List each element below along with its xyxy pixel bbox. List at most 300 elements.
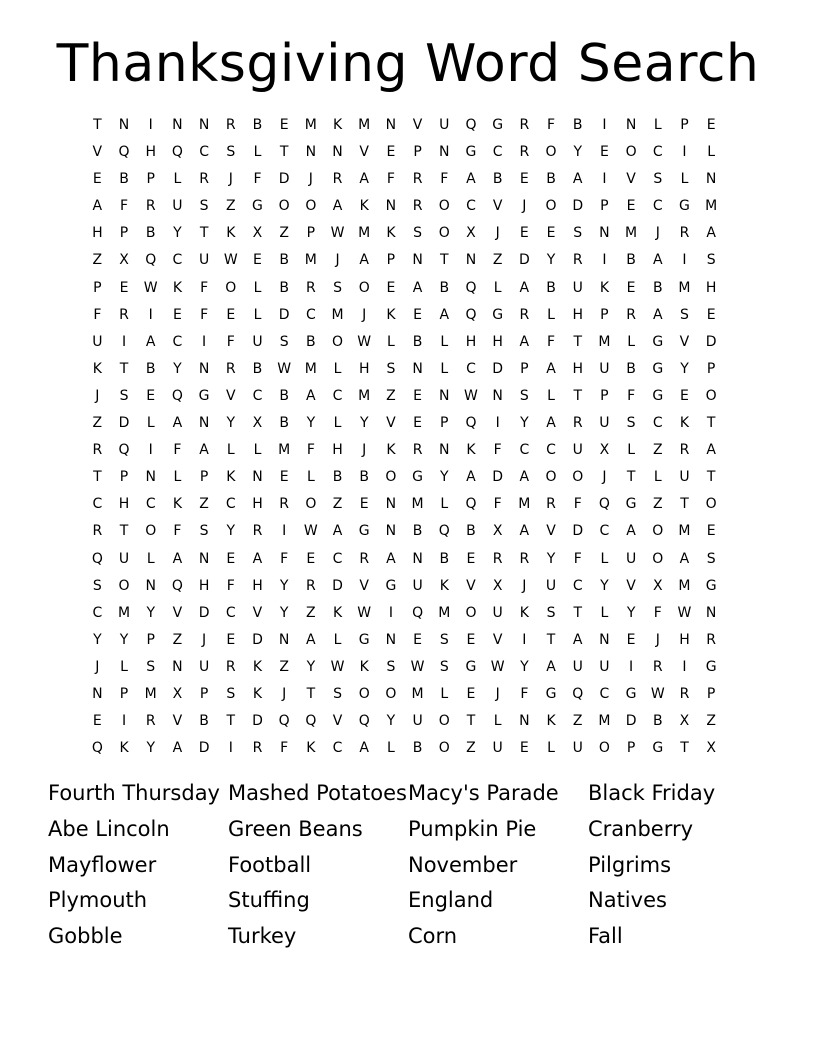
grid-letter: K bbox=[119, 740, 129, 757]
grid-letter: W bbox=[357, 333, 372, 350]
grid-letter: A bbox=[172, 740, 183, 757]
grid-letter: L bbox=[253, 306, 262, 323]
grid-letter: I bbox=[121, 333, 127, 350]
grid-letter: R bbox=[252, 523, 263, 540]
grid-letter: Z bbox=[466, 740, 476, 757]
grid-letter: Y bbox=[306, 415, 316, 432]
grid-letter: M bbox=[117, 604, 131, 621]
grid-letter: Z bbox=[492, 252, 503, 269]
grid-letter: V bbox=[172, 604, 183, 621]
grid-letter: R bbox=[305, 577, 316, 594]
grid-letter: W bbox=[303, 523, 318, 540]
grid-letter: L bbox=[253, 442, 262, 459]
grid-letter: L bbox=[146, 415, 155, 432]
grid-letter: C bbox=[92, 496, 103, 513]
grid-letter: M bbox=[411, 496, 424, 513]
grid-letter: A bbox=[359, 171, 369, 188]
page-title: Thanksgiving Word Search bbox=[56, 34, 760, 94]
grid-letter: R bbox=[412, 198, 423, 215]
grid-letter: N bbox=[172, 658, 183, 675]
grid-letter: D bbox=[198, 604, 210, 621]
grid-letter: R bbox=[679, 442, 690, 459]
grid-letter: T bbox=[546, 631, 556, 648]
grid-letter: O bbox=[545, 144, 557, 161]
grid-letter: E bbox=[226, 631, 236, 648]
grid-letter: X bbox=[679, 713, 690, 730]
grid-letter: I bbox=[388, 604, 393, 621]
grid-letter: K bbox=[252, 685, 263, 702]
grid-letter: G bbox=[358, 523, 370, 540]
grid-letter: Y bbox=[520, 658, 529, 675]
grid-letter: E bbox=[359, 496, 369, 513]
grid-letter: N bbox=[305, 144, 317, 161]
grid-letter: T bbox=[573, 333, 582, 350]
grid-letter: K bbox=[519, 604, 529, 621]
grid-letter: A bbox=[652, 252, 663, 269]
grid-letter: W bbox=[330, 225, 345, 242]
grid-letter: A bbox=[439, 306, 450, 323]
grid-letter: I bbox=[282, 523, 287, 540]
grid-letter: L bbox=[600, 604, 609, 621]
grid-letter: Y bbox=[680, 360, 689, 377]
grid-letter: X bbox=[599, 442, 610, 459]
grid-letter: V bbox=[92, 144, 103, 161]
grid-letter: G bbox=[545, 685, 557, 702]
grid-letter: C bbox=[599, 523, 610, 540]
grid-letter: X bbox=[492, 577, 503, 594]
word-list-item: Stuffing bbox=[228, 888, 310, 913]
grid-letter: K bbox=[172, 496, 182, 513]
grid-letter: P bbox=[306, 225, 316, 242]
grid-letter: O bbox=[225, 279, 237, 296]
grid-letter: F bbox=[280, 740, 289, 757]
grid-letter: M bbox=[358, 387, 371, 404]
grid-letter: Q bbox=[305, 713, 317, 730]
grid-letter: E bbox=[119, 279, 129, 296]
grid-letter: Y bbox=[173, 225, 182, 242]
grid-letter: Y bbox=[546, 252, 556, 269]
grid-letter: P bbox=[626, 740, 636, 757]
grid-letter: P bbox=[199, 685, 209, 702]
grid-letter: M bbox=[304, 360, 317, 377]
grid-letter: T bbox=[306, 685, 316, 702]
grid-letter: N bbox=[412, 550, 423, 567]
grid-letter: E bbox=[386, 144, 396, 161]
grid-letter: P bbox=[680, 117, 689, 133]
grid-letter: B bbox=[492, 171, 503, 188]
grid-letter: A bbox=[546, 658, 556, 675]
grid-letter: Y bbox=[173, 360, 182, 377]
grid-letter: P bbox=[93, 279, 102, 296]
grid-letter: E bbox=[306, 550, 316, 567]
grid-letter: W bbox=[357, 604, 372, 621]
grid-letter: J bbox=[228, 171, 233, 188]
grid-letter: E bbox=[519, 225, 529, 242]
word-list-item: Green Beans bbox=[228, 816, 363, 841]
word-list bbox=[48, 776, 768, 955]
grid-letter: R bbox=[706, 631, 717, 648]
grid-letter: R bbox=[279, 496, 290, 513]
grid-letter: R bbox=[519, 306, 530, 323]
grid-letter: M bbox=[678, 577, 691, 594]
grid-letter: M bbox=[598, 333, 611, 350]
grid-letter: Q bbox=[358, 713, 370, 730]
grid-letter: C bbox=[332, 740, 343, 757]
grid-letter: T bbox=[440, 252, 449, 269]
grid-letter: W bbox=[277, 360, 292, 377]
grid-letter: Z bbox=[92, 415, 103, 432]
grid-letter: F bbox=[226, 577, 235, 594]
grid-letter: R bbox=[332, 171, 343, 188]
grid-letter: W bbox=[650, 685, 665, 702]
grid-letter: L bbox=[627, 333, 635, 350]
grid-letter: O bbox=[625, 144, 637, 161]
grid-letter: J bbox=[95, 387, 100, 404]
word-list-item: Abe Lincoln bbox=[48, 816, 170, 841]
grid-letter: U bbox=[412, 577, 423, 594]
grid-letter: X bbox=[466, 225, 476, 242]
grid-letter: X bbox=[706, 740, 716, 757]
grid-letter: F bbox=[173, 523, 182, 540]
grid-letter: K bbox=[466, 442, 476, 459]
grid-letter: Z bbox=[92, 252, 103, 269]
grid-letter: E bbox=[680, 387, 689, 404]
grid-letter: F bbox=[120, 198, 129, 215]
grid-letter: I bbox=[228, 740, 233, 757]
grid-letter: C bbox=[172, 252, 183, 269]
grid-letter: A bbox=[332, 523, 343, 540]
grid-letter: K bbox=[386, 306, 396, 323]
grid-letter: C bbox=[92, 604, 103, 621]
grid-letter: Z bbox=[706, 713, 716, 730]
grid-letter: M bbox=[625, 225, 638, 242]
grid-letter: R bbox=[145, 198, 156, 215]
grid-letter: A bbox=[359, 740, 369, 757]
grid-letter: V bbox=[359, 144, 369, 161]
grid-letter: C bbox=[652, 198, 663, 215]
grid-letter: V bbox=[492, 198, 503, 215]
grid-letter: O bbox=[385, 469, 397, 486]
grid-letter: Q bbox=[465, 306, 477, 323]
grid-letter: E bbox=[706, 306, 716, 323]
grid-letter: G bbox=[652, 333, 664, 350]
grid-letter: E bbox=[279, 469, 289, 486]
grid-letter: F bbox=[253, 171, 262, 188]
grid-letter: K bbox=[439, 577, 449, 594]
grid-letter: T bbox=[626, 469, 636, 486]
grid-letter: E bbox=[92, 713, 102, 730]
grid-letter: A bbox=[519, 279, 530, 296]
grid-letter: R bbox=[626, 306, 636, 323]
grid-letter: R bbox=[572, 252, 583, 269]
grid-letter: R bbox=[652, 658, 663, 675]
grid-letter: O bbox=[305, 198, 317, 215]
grid-letter: N bbox=[198, 360, 210, 377]
grid-letter: U bbox=[545, 577, 557, 594]
grid-letter: C bbox=[305, 306, 316, 323]
grid-letter: R bbox=[492, 550, 503, 567]
grid-letter: K bbox=[599, 279, 609, 296]
grid-letter: R bbox=[679, 685, 690, 702]
grid-letter: N bbox=[198, 117, 210, 133]
grid-letter: T bbox=[93, 117, 102, 133]
word-list-item: Plymouth bbox=[48, 888, 148, 913]
grid-letter: E bbox=[466, 550, 476, 567]
grid-letter: N bbox=[439, 144, 450, 161]
grid-letter: V bbox=[386, 415, 396, 432]
grid-letter: H bbox=[118, 496, 130, 513]
grid-letter: H bbox=[465, 333, 477, 350]
grid-letter: U bbox=[599, 658, 610, 675]
grid-letter: C bbox=[199, 144, 209, 161]
grid-letter: Y bbox=[226, 523, 236, 540]
grid-letter: L bbox=[226, 442, 235, 459]
grid-letter: L bbox=[253, 144, 262, 161]
grid-letter: A bbox=[359, 252, 369, 269]
grid-letter: N bbox=[412, 360, 423, 377]
grid-letter: F bbox=[440, 171, 449, 188]
grid-letter: D bbox=[278, 171, 290, 188]
grid-letter: D bbox=[252, 631, 263, 648]
word-list-item: Gobble bbox=[48, 924, 123, 949]
grid-letter: E bbox=[413, 631, 423, 648]
grid-letter: I bbox=[121, 713, 127, 730]
grid-letter: G bbox=[385, 577, 397, 594]
grid-letter: U bbox=[572, 279, 583, 296]
grid-letter: L bbox=[547, 306, 555, 323]
grid-letter: X bbox=[252, 415, 263, 432]
grid-letter: K bbox=[226, 225, 236, 242]
grid-letter: U bbox=[252, 333, 263, 350]
grid-letter: C bbox=[172, 333, 183, 350]
grid-letter: O bbox=[652, 550, 664, 567]
grid-letter: O bbox=[278, 198, 290, 215]
grid-letter: G bbox=[652, 740, 664, 757]
grid-letter: N bbox=[278, 631, 290, 648]
grid-letter: I bbox=[602, 117, 607, 133]
grid-letter: G bbox=[625, 685, 637, 702]
grid-letter: N bbox=[172, 117, 183, 133]
grid-letter: O bbox=[598, 740, 610, 757]
grid-letter: R bbox=[225, 117, 236, 133]
grid-letter: E bbox=[413, 306, 423, 323]
grid-letter: P bbox=[600, 306, 609, 323]
grid-letter: H bbox=[358, 360, 370, 377]
grid-letter: C bbox=[492, 144, 503, 161]
grid-letter: U bbox=[172, 198, 183, 215]
grid-letter: L bbox=[547, 387, 555, 404]
grid-letter: M bbox=[518, 496, 531, 513]
grid-letter: T bbox=[573, 387, 582, 404]
grid-letter: F bbox=[200, 306, 209, 323]
grid-letter: D bbox=[518, 252, 530, 269]
grid-letter: O bbox=[545, 198, 557, 215]
grid-letter: U bbox=[679, 469, 690, 486]
grid-letter: K bbox=[386, 225, 396, 242]
grid-letter: F bbox=[547, 333, 556, 350]
grid-letter: Q bbox=[91, 550, 103, 567]
grid-letter: C bbox=[252, 387, 263, 404]
grid-letter: M bbox=[304, 252, 317, 269]
grid-letter: H bbox=[572, 360, 583, 377]
grid-letter: W bbox=[464, 387, 478, 404]
grid-letter: E bbox=[706, 117, 716, 133]
grid-letter: G bbox=[705, 658, 717, 675]
grid-letter: S bbox=[199, 198, 209, 215]
grid-letter: G bbox=[705, 577, 717, 594]
grid-letter: G bbox=[465, 144, 477, 161]
grid-letter: G bbox=[492, 306, 504, 323]
grid-letter: S bbox=[546, 604, 556, 621]
grid-letter: A bbox=[172, 550, 183, 567]
grid-letter: K bbox=[92, 360, 102, 377]
grid-letter: L bbox=[440, 333, 449, 350]
grid-letter: O bbox=[118, 577, 130, 594]
grid-letter: P bbox=[146, 631, 155, 648]
grid-letter: R bbox=[199, 171, 209, 188]
grid-letter: A bbox=[519, 523, 530, 540]
grid-letter: I bbox=[682, 144, 687, 161]
grid-letter: A bbox=[466, 171, 476, 188]
grid-letter: Y bbox=[146, 740, 155, 757]
grid-letter: N bbox=[412, 252, 423, 269]
grid-letter: D bbox=[278, 306, 290, 323]
grid-letter: P bbox=[199, 469, 209, 486]
grid-letter: T bbox=[119, 360, 129, 377]
grid-letter: I bbox=[602, 171, 607, 188]
grid-letter: J bbox=[495, 685, 500, 702]
grid-letter: R bbox=[305, 279, 316, 296]
grid-letter: P bbox=[413, 144, 422, 161]
grid-letter: H bbox=[145, 144, 156, 161]
grid-letter: Y bbox=[119, 631, 129, 648]
grid-letter: F bbox=[280, 550, 289, 567]
grid-letter: J bbox=[602, 469, 607, 486]
grid-letter: U bbox=[625, 550, 637, 567]
grid-letter: X bbox=[652, 577, 663, 594]
grid-letter: S bbox=[439, 658, 449, 675]
grid-letter: R bbox=[252, 740, 263, 757]
grid-letter: C bbox=[225, 496, 236, 513]
grid-letter: K bbox=[252, 658, 263, 675]
grid-letter: C bbox=[599, 685, 610, 702]
grid-letter: P bbox=[520, 360, 529, 377]
grid-letter: J bbox=[522, 198, 527, 215]
grid-letter: E bbox=[706, 523, 716, 540]
word-list-item: Turkey bbox=[228, 924, 297, 949]
grid-letter: K bbox=[546, 713, 556, 730]
grid-letter: F bbox=[93, 306, 102, 323]
grid-letter: U bbox=[198, 658, 210, 675]
grid-letter: N bbox=[252, 469, 263, 486]
grid-letter: X bbox=[492, 523, 503, 540]
grid-letter: U bbox=[599, 360, 610, 377]
grid-letter: S bbox=[413, 225, 423, 242]
grid-letter: B bbox=[279, 415, 289, 432]
grid-letter: N bbox=[385, 496, 397, 513]
grid-letter: S bbox=[706, 550, 716, 567]
grid-letter: A bbox=[652, 306, 663, 323]
word-list-item: Mashed Potatoes bbox=[228, 781, 407, 805]
grid-letter: C bbox=[332, 550, 343, 567]
grid-letter: B bbox=[119, 171, 129, 188]
grid-letter: M bbox=[331, 306, 344, 323]
grid-letter: H bbox=[572, 306, 583, 323]
grid-letter: S bbox=[386, 658, 396, 675]
grid-letter: U bbox=[439, 117, 450, 133]
grid-letter: P bbox=[600, 387, 609, 404]
grid-letter: L bbox=[120, 658, 128, 675]
grid-letter: E bbox=[92, 171, 102, 188]
grid-letter: J bbox=[495, 225, 500, 242]
grid-letter: Y bbox=[306, 658, 316, 675]
grid-letter: F bbox=[547, 117, 556, 133]
grid-letter: G bbox=[652, 360, 664, 377]
grid-letter: P bbox=[119, 469, 129, 486]
grid-letter: O bbox=[652, 523, 664, 540]
grid-letter: W bbox=[330, 658, 345, 675]
grid-letter: Q bbox=[598, 496, 610, 513]
grid-letter: L bbox=[653, 469, 662, 486]
grid-letter: M bbox=[278, 442, 291, 459]
grid-letter: H bbox=[252, 577, 263, 594]
grid-letter: Z bbox=[279, 225, 289, 242]
grid-letter: J bbox=[362, 442, 367, 459]
grid-letter: A bbox=[306, 631, 316, 648]
grid-letter: N bbox=[439, 387, 450, 404]
grid-letter: R bbox=[225, 658, 236, 675]
grid-letter: Y bbox=[626, 604, 636, 621]
grid-letter: A bbox=[412, 279, 423, 296]
grid-letter: A bbox=[572, 171, 583, 188]
grid-letter: E bbox=[466, 685, 476, 702]
grid-letter: I bbox=[602, 252, 607, 269]
grid-letter: M bbox=[705, 198, 718, 215]
grid-letter: I bbox=[682, 658, 687, 675]
grid-letter: Z bbox=[652, 442, 663, 459]
grid-letter: M bbox=[358, 117, 371, 133]
grid-letter: V bbox=[252, 604, 263, 621]
grid-letter: D bbox=[572, 523, 584, 540]
grid-letter: Q bbox=[91, 740, 103, 757]
grid-letter: A bbox=[92, 198, 103, 215]
grid-letter: S bbox=[626, 415, 636, 432]
word-list-item: Fall bbox=[588, 924, 623, 949]
grid-letter: Q bbox=[171, 144, 183, 161]
grid-letter: P bbox=[706, 360, 716, 377]
grid-letter: O bbox=[705, 387, 717, 404]
grid-letter: K bbox=[226, 469, 236, 486]
grid-letter: V bbox=[626, 171, 636, 188]
word-list-item: Macy's Parade bbox=[408, 781, 559, 805]
grid-letter: J bbox=[335, 252, 340, 269]
grid-letter: N bbox=[145, 469, 156, 486]
grid-letter: R bbox=[92, 442, 103, 459]
grid-letter: B bbox=[279, 252, 289, 269]
grid-letter: O bbox=[545, 469, 557, 486]
grid-letter: A bbox=[386, 550, 396, 567]
grid-letter: L bbox=[653, 117, 662, 133]
grid-letter: L bbox=[440, 496, 449, 513]
grid-letter: Q bbox=[465, 496, 477, 513]
grid-letter: L bbox=[493, 279, 502, 296]
grid-letter: E bbox=[466, 631, 476, 648]
grid-letter: J bbox=[202, 631, 207, 648]
word-list-item: Football bbox=[228, 852, 312, 877]
grid-letter: U bbox=[599, 415, 610, 432]
grid-letter: G bbox=[412, 469, 424, 486]
grid-letter: M bbox=[358, 225, 371, 242]
